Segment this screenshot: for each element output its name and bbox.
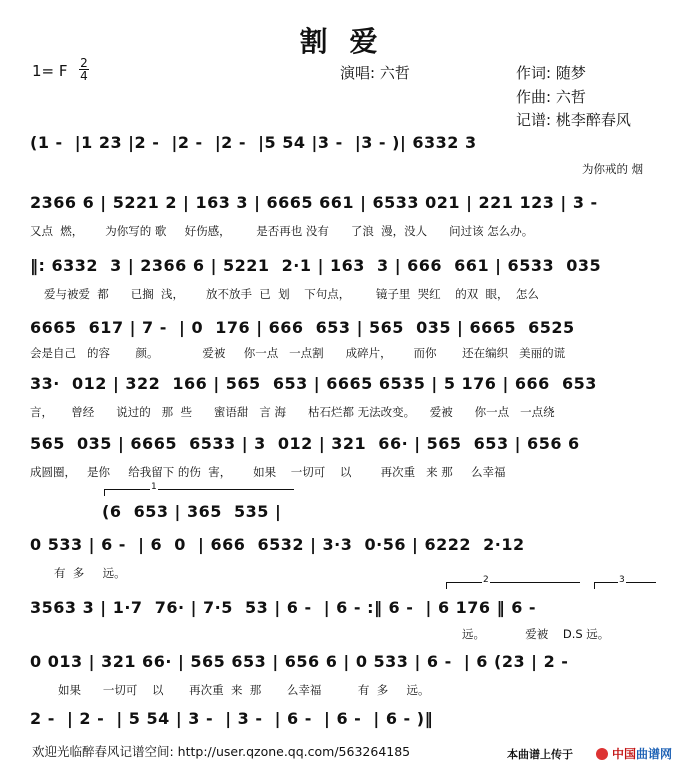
key-signature: 1= F	[32, 62, 68, 80]
notation: 0 013 | 321 66· | 565 653 | 656 6 | 0 533 | 6 - | 6 (23 | 2 -	[30, 652, 569, 671]
time-signature	[79, 57, 89, 82]
ending-bracket-3	[594, 575, 656, 585]
time-signature-bottom: 4	[80, 69, 88, 83]
upload-note: 本曲谱上传于	[507, 748, 573, 761]
logo-icon	[596, 748, 608, 760]
lyric-line: 言， 曾经 说过的 那 些 蜜语甜 言 海 枯石烂都 无法改变。 爱被 你一点 一点绕	[30, 405, 555, 419]
site-logo	[612, 745, 672, 762]
notation: 0 533 | 6 - | 6 0 | 666 6532 | 3·3 0·56 | 6222 2·12	[30, 535, 525, 554]
singer-credit: 演唱: 六哲	[340, 64, 410, 82]
notation: 565 035 | 6665 6533 | 3 012 | 321 66· | 565 653 | 656 6	[30, 434, 580, 453]
ending-number: 2	[483, 575, 489, 585]
ending-bracket-2	[446, 575, 580, 585]
time-signature-top: 2	[80, 56, 88, 70]
lyric-line: 爱与被爱 都 已搁 浅， 放不放手 已 划 下句点， 镜子里 哭红 的双 眼， 怎么	[44, 287, 539, 301]
lyric-line: 会是自己 的容 颜。 爱被 你一点 一点割 成碎片， 而你 还在编织 美丽的谎	[30, 346, 566, 360]
ending-number: 3	[619, 575, 625, 585]
notation: 3563 3 | 1·7 76· | 7·5 53 | 6 - | 6 - :‖ 6 - | 6 176 ‖ 6 -	[30, 598, 537, 617]
lyric-line: 为你戒的 烟	[582, 162, 644, 176]
transcriber-credit: 记谱: 桃李醉春风	[516, 111, 631, 129]
notation: (1 - |1 23 |2 - |2 - |2 - |5 54 |3 - |3 - )| 6332 3	[30, 133, 477, 152]
logo-text-b: 曲谱网	[636, 747, 673, 761]
song-title: 割爱	[299, 25, 400, 58]
ending-number: 1	[151, 482, 157, 492]
notation: (6 653 | 365 535 |	[102, 502, 282, 521]
notation: 2 - | 2 - | 5 54 | 3 - | 3 - | 6 - | 6 - | 6 - )‖	[30, 709, 434, 728]
lyric-line: 有 多 远。	[54, 566, 126, 580]
notation: 6665 617 | 7 - | 0 176 | 666 653 | 565 035 | 6665 6525	[30, 318, 575, 337]
footer-note: 欢迎光临醉春风记谱空间: http://user.qzone.qq.com/563264185	[32, 744, 411, 759]
lyric-line: 又点 燃， 为你写的 歌 好伤感， 是否再也 没有 了浪 漫，没人 问过该 怎么办。	[30, 224, 534, 238]
lyric-line: 如果 一切可 以 再次重 来 那 么幸福 有 多 远。	[58, 683, 430, 697]
composer-credit: 作曲: 六哲	[516, 88, 586, 106]
notation: 33· 012 | 322 166 | 565 653 | 6665 6535 | 5 176 | 666 653	[30, 374, 597, 393]
lyric-line: 远。 爱被 D.S 远。	[462, 627, 610, 641]
logo-text-a: 中国	[612, 747, 637, 761]
lyricist-credit: 作词: 随梦	[516, 64, 586, 82]
ending-bracket-1	[104, 482, 294, 492]
notation: 2366 6 | 5221 2 | 163 3 | 6665 661 | 6533 021 | 221 123 | 3 -	[30, 193, 598, 212]
lyric-line: 成圆圈， 是你 给我留下 的伤 害， 如果 一切可 以 再次重 来 那 么幸福	[30, 465, 506, 479]
notation: ‖: 6332 3 | 2366 6 | 5221 2·1 | 163 3 | 666 661 | 6533 035	[30, 256, 602, 275]
